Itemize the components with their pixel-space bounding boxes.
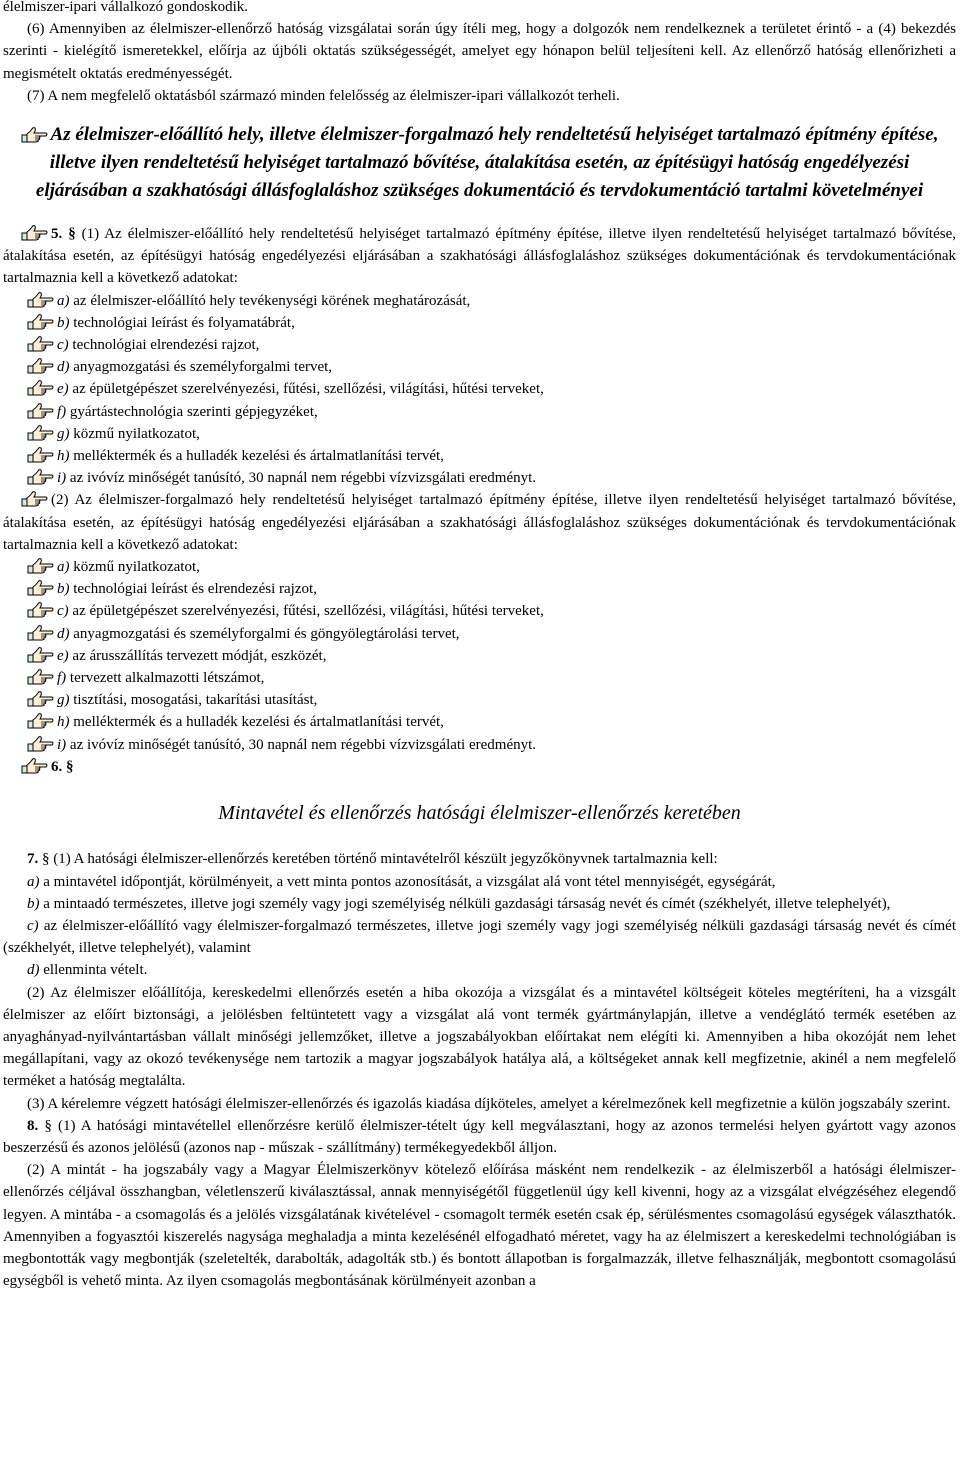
list-item <box>3 556 956 578</box>
list-item-text: a mintaadó természetes, illetve jogi személy vagy jogi személyiség nélküli gazdasági társaság nevét és címét (székhelyét, illetve telephelyét), <box>39 895 891 912</box>
list-item <box>3 711 956 733</box>
section-7-paragraph-3: (3) A kérelemre végzett hatósági élelmiszer-ellenőrzés és igazolás kiadása díjköteles, amelyet a kérelmezőnek kell megfizetnie a külön jogszabály szerint. <box>27 1095 951 1112</box>
section-7-text-1: § (1) A hatósági élelmiszer-ellenőrzés keretében történő mintavételről készült jegyzőkönyvnek tartalmaznia kell: <box>38 851 718 868</box>
pointing-hand-icon[interactable] <box>21 490 49 507</box>
section-5-paragraph-1 <box>3 223 956 290</box>
list-item <box>3 334 956 356</box>
list-item-text: anyagmozgatási és személyforgalmi és göngyölegtárolási tervet, <box>69 625 460 642</box>
section-5-paragraph-2 <box>3 489 956 556</box>
list-item <box>3 378 956 400</box>
list-item-letter: c) <box>57 337 69 354</box>
list-item-text: az élelmiszer-előállító vagy élelmiszer-forgalmazó természetes, illetve jogi személy vagy jogi személyiség nélküli gazdasági társaság nevét és címét (székhelyét, illetve telephelyét), valamint <box>3 917 956 957</box>
list-item-letter: b) <box>57 314 70 331</box>
list-item-letter: f) <box>57 670 67 687</box>
section-5-number: 5. § <box>51 226 76 243</box>
section-8-paragraph-1 <box>3 1115 956 1159</box>
pointing-hand-icon[interactable] <box>27 468 55 485</box>
list-item-letter: i) <box>57 736 67 753</box>
list-item-text: közmű nyilatkozatot, <box>69 425 200 442</box>
list-item <box>3 689 956 711</box>
list-item-text: az épületgépészet szerelvényezési, fűtési, szellőzési, világítási, hűtési terveket, <box>68 381 544 398</box>
section-5-text-1: (1) Az élelmiszer-előállító hely rendeltetésű helyiséget tartalmazó építmény építése, illetve ilyen rendeltetésű helyiséget tartalmazó bővítése, átalakítása esetén, az építésügyi hatóság engedélyezési eljárásában a szakhatósági állásfoglaláshoz szükséges dokumentációnak és tervdokumentációnak tartalmaznia kell a következő adatokat: <box>3 226 956 287</box>
list-item <box>3 401 956 423</box>
section-6-number: 6. § <box>51 758 74 775</box>
section-heading-text: Az élelmiszer-előállító hely, illetve élelmiszer-forgalmazó hely rendeltetésű helyiséget tartalmazó építmény építése, illetve ilyen rendeltetésű helyiséget tartalmazó bővítése, átalakítása esetén, az építésügyi hatóság engedélyezési eljárásában a szakhatósági állásfoglaláshoz szükséges dokumentáció és tervdokumentáció tartalmi követelményei <box>35 124 939 202</box>
list-item <box>3 623 956 645</box>
list-item-text: anyagmozgatási és személyforgalmi tervet, <box>69 359 333 376</box>
paragraph-top-line: élelmiszer-ipari vállalkozó gondoskodik. <box>3 0 249 15</box>
list-item-text: az ivóvíz minőségét tanúsító, 30 napnál nem régebbi vízvizsgálati eredményt. <box>66 470 537 487</box>
list-item-text: az élelmiszer-előállító hely tevékenységi körének meghatározását, <box>69 292 471 309</box>
pointing-hand-icon[interactable] <box>27 624 55 641</box>
list-item <box>3 423 956 445</box>
list-item-letter: e) <box>57 381 69 398</box>
list-item-text: technológiai leírást és folyamatábrát, <box>69 314 295 331</box>
list-item <box>3 667 956 689</box>
section-5-list-1 <box>3 290 956 490</box>
pointing-hand-icon[interactable] <box>27 712 55 729</box>
pointing-hand-icon[interactable] <box>21 757 49 774</box>
section-7-number: 7. <box>27 851 39 868</box>
paragraph-6: (6) Amennyiben az élelmiszer-ellenőrző hatóság vizsgálatai során úgy ítéli meg, hogy a dolgozók nem rendelkeznek a területet érintő - a (4) bekezdés szerinti - kielégítő ismeretekkel, előírja az újbóli oktatás szükségességét, amelyet egy hónapon belül teljesíteni kell. Az ellenőrző hatóság ellenőrizheti a megismételt oktatás eredményességét. <box>3 21 956 82</box>
list-item-letter: d) <box>27 962 40 979</box>
list-item-letter: b) <box>27 895 40 912</box>
section-7-paragraph-1 <box>3 848 956 870</box>
list-item-text: technológiai elrendezési rajzot, <box>68 337 260 354</box>
list-item <box>3 445 956 467</box>
section-8-number: 8. <box>27 1117 39 1134</box>
list-item-letter: i) <box>57 470 67 487</box>
list-item-text: az ivóvíz minőségét tanúsító, 30 napnál nem régebbi vízvizsgálati eredményt. <box>66 736 537 753</box>
list-item-text: az épületgépészet szerelvényezési, fűtési, szellőzési, világítási, hűtési terveket, <box>68 603 544 620</box>
pointing-hand-icon[interactable] <box>27 646 55 663</box>
section-5-list-2 <box>3 556 956 756</box>
list-item <box>3 578 956 600</box>
pointing-hand-icon[interactable] <box>27 424 55 441</box>
list-item-text: közmű nyilatkozatot, <box>69 559 200 576</box>
pointing-hand-icon[interactable] <box>27 601 55 618</box>
list-item-text: melléktermék és a hulladék kezelési és ártalmatlanítási tervét, <box>69 448 444 465</box>
list-item-text: tervezett alkalmazotti létszámot, <box>66 670 265 687</box>
pointing-hand-icon[interactable] <box>27 557 55 574</box>
pointing-hand-icon[interactable] <box>27 690 55 707</box>
section-5-text-2: (2) Az élelmiszer-forgalmazó hely rendeltetésű helyiséget tartalmazó építmény építése, illetve ilyen rendeltetésű helyiséget tartalmazó bővítése, átalakítása esetén, az építésügyi hatóság engedélyezési eljárásában a szakhatósági állásfoglaláshoz szükséges dokumentációnak és tervdokumentációnak tartalmaznia kell a következő adatokat: <box>3 492 956 553</box>
section-8-paragraph-2: (2) A mintát - ha jogszabály vagy a Magyar Élelmiszerkönyv kötelező előírása másként nem rendelkezik - az élelmiszerből a hatósági élelmiszer-ellenőrzés céljával összhangban, véletlenszerű kiválasztással, annak mennyiségétől függetlenül úgy kell kivenni, hogy az a vizsgálat elvégzéséhez elegendő legyen. A mintába - a csomagolás és a jelölés vizsgálatának kivételével - csomagolt termék esetén csak ép, sérülésmentes csomagolású egységek választhatók. Amennyiben a fogyasztói kiszerelés nagysága meghaladja a minta kezelésénél elfogadható méretet, vagy ha az élelmiszert a kereskedelmi technológiában is megbontották vagy megbontják (szeletelték, darabolták, adagolták stb.) és bontott állapotban is forgalmazzák, illetve felhasználják, megbontott csomagolású egységből is vehető minta. Az ilyen csomagolás megbontásának körülményeit azonban a <box>3 1162 956 1290</box>
list-item <box>3 600 956 622</box>
list-item-letter: c) <box>57 603 69 620</box>
section-7-list <box>3 871 956 982</box>
paragraph-7: (7) A nem megfelelő oktatásból származó minden felelősség az élelmiszer-ipari vállalkozót terheli. <box>27 87 620 104</box>
list-item-letter: d) <box>57 359 70 376</box>
list-item <box>3 871 956 893</box>
pointing-hand-icon[interactable] <box>27 291 55 308</box>
pointing-hand-icon[interactable] <box>27 313 55 330</box>
list-item <box>3 312 956 334</box>
pointing-hand-icon[interactable] <box>27 402 55 419</box>
list-item-text: gyártástechnológia szerinti gépjegyzéket, <box>66 403 318 420</box>
list-item-text: ellenminta vételt. <box>39 962 148 979</box>
section-6-line <box>3 756 956 778</box>
list-item-text: a mintavétel időpontját, körülményeit, a vett minta pontos azonosítását, a vizsgálat alá vont tétel mennyiségét, egységárát, <box>39 873 776 890</box>
list-item-text: melléktermék és a hulladék kezelési és ártalmatlanítási tervét, <box>69 714 444 731</box>
list-item <box>3 645 956 667</box>
list-item-text: az árusszállítás tervezett módját, eszközét, <box>68 647 327 664</box>
pointing-hand-icon[interactable] <box>27 579 55 596</box>
pointing-hand-icon[interactable] <box>27 668 55 685</box>
subsection-title: Mintavétel és ellenőrzés hatósági élelmiszer-ellenőrzés keretében <box>218 802 741 825</box>
list-item-letter: g) <box>57 425 70 442</box>
pointing-hand-icon[interactable] <box>27 379 55 396</box>
pointing-hand-icon[interactable] <box>27 357 55 374</box>
pointing-hand-icon[interactable] <box>27 446 55 463</box>
list-item <box>3 290 956 312</box>
list-item-letter: e) <box>57 647 69 664</box>
list-item-text: tisztítási, mosogatási, takarítási utasítást, <box>69 692 318 709</box>
list-item <box>3 893 956 915</box>
list-item-letter: g) <box>57 692 70 709</box>
list-item <box>3 959 956 981</box>
list-item-letter: a) <box>27 873 40 890</box>
list-item <box>3 356 956 378</box>
pointing-hand-icon[interactable] <box>27 735 55 752</box>
list-item-letter: f) <box>57 403 67 420</box>
document-page <box>3 0 956 1292</box>
section-8-text-1: § (1) A hatósági mintavétellel ellenőrzésre kerülő élelmiszer-tételt úgy kell megválasztani, hogy az azonos termelési helyen gyártott vagy azonos beszerzésű és azonos jelölésű (azonos nap - műszak - szállítmány) termékegyedekből álljon. <box>3 1117 956 1156</box>
pointing-hand-icon[interactable] <box>27 335 55 352</box>
pointing-hand-icon[interactable] <box>21 126 49 143</box>
list-item-letter: d) <box>57 625 70 642</box>
list-item <box>3 467 956 489</box>
list-item-letter: b) <box>57 581 70 598</box>
pointing-hand-icon[interactable] <box>21 224 49 241</box>
list-item-letter: a) <box>57 292 70 309</box>
section-7-paragraph-2: (2) Az élelmiszer előállítója, kereskedelmi ellenőrzés esetén a hiba okozója a vizsgálat és a mintavétel költségeit köteles megtéríteni, ha a vizsgált élelmiszer az előírt biztonsági, a jelölésben feltüntetett vagy a vizsgálat alá vont termék gyártmánylapján, illetve a vendéglátó termék esetében az anyaghányad-nyilvántartásban vállalt minőségi jellemzőket, illetve a jogszabályokban előírtakat nem elégíti ki. Amennyiben a hiba okozóját nem lehet megállapítani, vagy az okozó tevékenysége nem tartozik a magyar jogszabályok hatálya alá, a költségeket annak kell megfizetnie, akinél a nem megfelelő terméket a hatóság megtalálta. <box>3 984 956 1090</box>
list-item-letter: c) <box>27 917 39 934</box>
list-item-text: technológiai leírást és elrendezési rajzot, <box>69 581 317 598</box>
list-item-letter: a) <box>57 559 70 576</box>
list-item-letter: h) <box>57 714 70 731</box>
section-heading <box>3 121 956 205</box>
list-item <box>3 915 956 959</box>
list-item-letter: h) <box>57 448 70 465</box>
list-item <box>3 734 956 756</box>
